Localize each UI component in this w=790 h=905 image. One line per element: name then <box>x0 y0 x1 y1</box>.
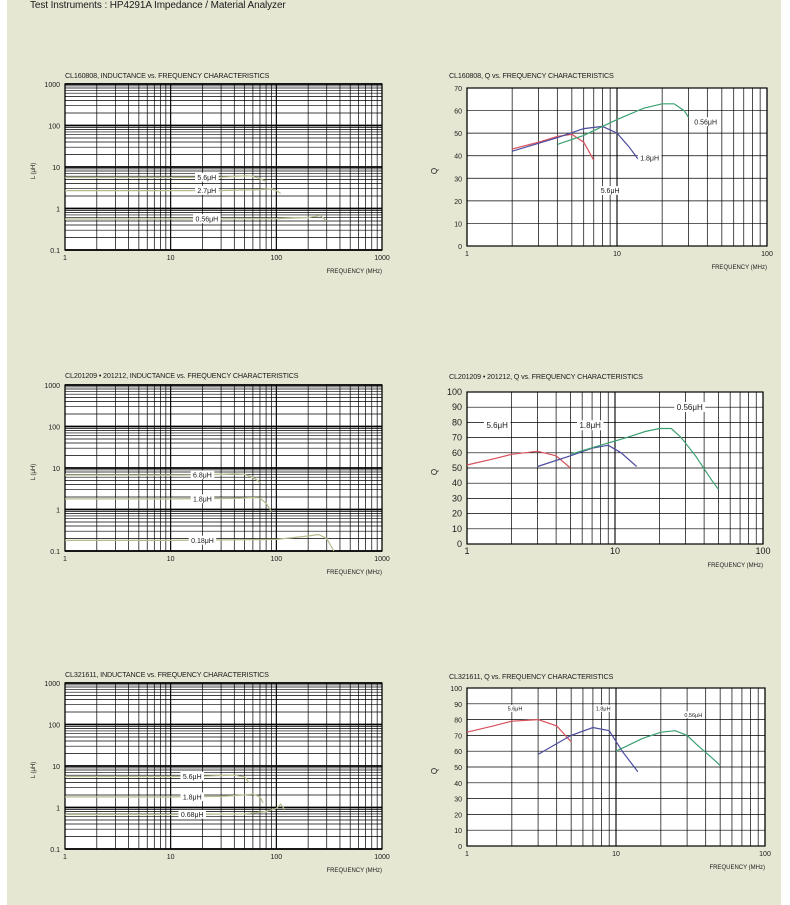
x-tick-label: 10 <box>166 255 175 262</box>
chart-title-q2: CL201209 • 201212, Q vs. FREQUENCY CHARACTERISTICS <box>449 372 643 381</box>
y-tick-label: 100 <box>48 424 60 432</box>
y-tick-label: 0 <box>458 844 462 851</box>
y-tick-label: 0.1 <box>50 549 60 556</box>
y-tick-label: 100 <box>48 123 60 131</box>
series-label: 0.68μH <box>180 811 204 819</box>
series-label: 6.8μH <box>193 472 212 480</box>
x-tick-label: 1000 <box>374 854 390 861</box>
series-label: 1.8μH <box>595 706 611 713</box>
y-tick-label: 20 <box>454 812 462 820</box>
y-axis-label: L (μH) <box>31 162 37 180</box>
y-tick-label: 20 <box>454 198 462 206</box>
y-axis-label: Q <box>430 468 439 476</box>
x-tick-label: 1 <box>465 851 469 858</box>
x-tick-label: 1 <box>63 255 67 262</box>
x-tick-label: 100 <box>755 546 771 556</box>
chart-q1 <box>432 80 782 280</box>
chart-title-ind1: CL160808, INDUCTANCE vs. FREQUENCY CHARACTERISTICS <box>65 71 270 80</box>
y-tick-label: 70 <box>451 432 462 443</box>
x-tick-label: 1 <box>63 854 67 861</box>
x-tick-label: 10 <box>166 854 175 861</box>
y-tick-label: 40 <box>454 153 462 161</box>
series-label: 5.6μH <box>182 773 202 781</box>
grid <box>65 683 382 849</box>
y-tick-label: 20 <box>451 508 462 519</box>
x-tick-label: 100 <box>761 251 773 258</box>
y-tick-label: 100 <box>48 722 60 730</box>
y-tick-label: 1000 <box>44 82 60 89</box>
x-tick-label: 1 <box>465 251 469 258</box>
chart-title-q3: CL321611, Q vs. FREQUENCY CHARACTERISTICS <box>449 672 614 681</box>
y-tick-label: 10 <box>451 523 462 534</box>
chart-title-ind2: CL201209 • 201212, INDUCTANCE vs. FREQUENCY CHARACTERISTICS <box>65 371 299 380</box>
y-axis-label: Q <box>430 167 439 175</box>
chart-title-q1: CL160808, Q vs. FREQUENCY CHARACTERISTICS <box>449 71 614 80</box>
x-tick-label: 1 <box>464 546 470 556</box>
y-tick-label: 0 <box>458 244 462 251</box>
x-axis-label: FREQUENCY (MHz) <box>711 265 767 271</box>
y-tick-label: 10 <box>52 165 60 172</box>
series-label: 5.6μH <box>507 706 523 713</box>
y-tick-label: 30 <box>454 176 462 184</box>
x-tick-label: 10 <box>612 851 620 858</box>
y-tick-label: 0.1 <box>50 847 60 854</box>
y-tick-label: 30 <box>451 493 462 504</box>
y-tick-label: 0.1 <box>50 248 60 255</box>
y-tick-label: 100 <box>446 387 462 397</box>
y-tick-label: 50 <box>454 765 462 772</box>
series-label: 1.8μH <box>193 496 212 504</box>
x-tick-label: 100 <box>759 851 771 858</box>
y-axis-label: L (μH) <box>31 463 37 481</box>
x-tick-label: 100 <box>270 255 283 262</box>
x-axis-label: FREQUENCY (MHz) <box>707 563 763 569</box>
x-tick-label: 10 <box>609 546 621 556</box>
y-tick-label: 1 <box>56 206 60 214</box>
y-tick-label: 60 <box>454 108 462 116</box>
x-tick-label: 1 <box>63 556 67 563</box>
series-label: 0.56μH <box>676 403 703 412</box>
grid <box>65 385 382 551</box>
y-tick-label: 30 <box>454 796 462 804</box>
series-label: 0.56μH <box>195 216 219 224</box>
y-tick-label: 1000 <box>44 383 60 390</box>
x-tick-label: 10 <box>166 556 175 563</box>
series-label: 5.6μH <box>197 174 217 182</box>
y-axis-label: Q <box>430 767 439 775</box>
series-label: 0.56μH <box>694 119 718 127</box>
series-label: 0.18μH <box>191 537 214 545</box>
x-axis-label: FREQUENCY (MHz) <box>326 868 382 874</box>
y-tick-label: 90 <box>451 402 462 413</box>
y-tick-label: 0 <box>456 539 462 549</box>
x-tick-label: 100 <box>270 556 283 563</box>
chart-ind1 <box>30 80 390 280</box>
y-tick-label: 50 <box>454 131 462 139</box>
series-label: 5.6μH <box>600 188 620 196</box>
x-axis-label: FREQUENCY (MHz) <box>326 570 382 576</box>
y-tick-label: 60 <box>451 447 462 458</box>
y-tick-label: 10 <box>454 221 462 229</box>
chart-ind2 <box>30 380 390 580</box>
y-tick-label: 70 <box>454 86 462 93</box>
y-tick-label: 80 <box>454 717 462 725</box>
x-axis-label: FREQUENCY (MHz) <box>709 865 765 871</box>
y-tick-label: 1 <box>56 805 60 813</box>
x-tick-label: 10 <box>613 251 621 258</box>
x-axis-label: FREQUENCY (MHz) <box>326 269 382 275</box>
y-tick-label: 10 <box>454 828 462 836</box>
y-tick-label: 40 <box>454 780 462 788</box>
y-tick-label: 60 <box>454 749 462 757</box>
y-tick-label: 100 <box>450 686 462 693</box>
grid <box>467 392 763 544</box>
y-axis-label: L (μH) <box>31 761 37 779</box>
y-tick-label: 90 <box>454 701 462 709</box>
y-tick-label: 1000 <box>44 681 60 688</box>
y-tick-label: 40 <box>451 478 462 489</box>
y-tick-label: 1 <box>56 507 60 515</box>
series-label: 5.6μH <box>486 421 508 431</box>
x-tick-label: 1000 <box>374 255 390 262</box>
x-tick-label: 100 <box>270 854 283 861</box>
chart-q2 <box>432 384 782 580</box>
y-tick-label: 70 <box>454 733 462 741</box>
y-tick-label: 10 <box>52 466 60 473</box>
chart-ind3 <box>30 679 390 879</box>
y-tick-label: 80 <box>451 417 462 428</box>
series-label: 1.8μH <box>640 155 660 163</box>
grid <box>65 84 382 250</box>
chart-q3 <box>432 680 782 880</box>
y-tick-label: 10 <box>52 764 60 771</box>
grid <box>467 88 767 246</box>
series-label: 1.8μH <box>182 794 202 802</box>
chart-title-ind3: CL321611, INDUCTANCE vs. FREQUENCY CHARACTERISTICS <box>65 670 269 679</box>
x-tick-label: 1000 <box>374 556 390 563</box>
series-label: 1.8μH <box>579 421 601 431</box>
series-label: 0.56μH <box>684 712 703 719</box>
page-title: Test Instruments : HP4291A Impedance / Material Analyzer <box>30 0 286 11</box>
y-tick-label: 50 <box>451 463 462 473</box>
series-label: 2.7μH <box>197 188 217 196</box>
